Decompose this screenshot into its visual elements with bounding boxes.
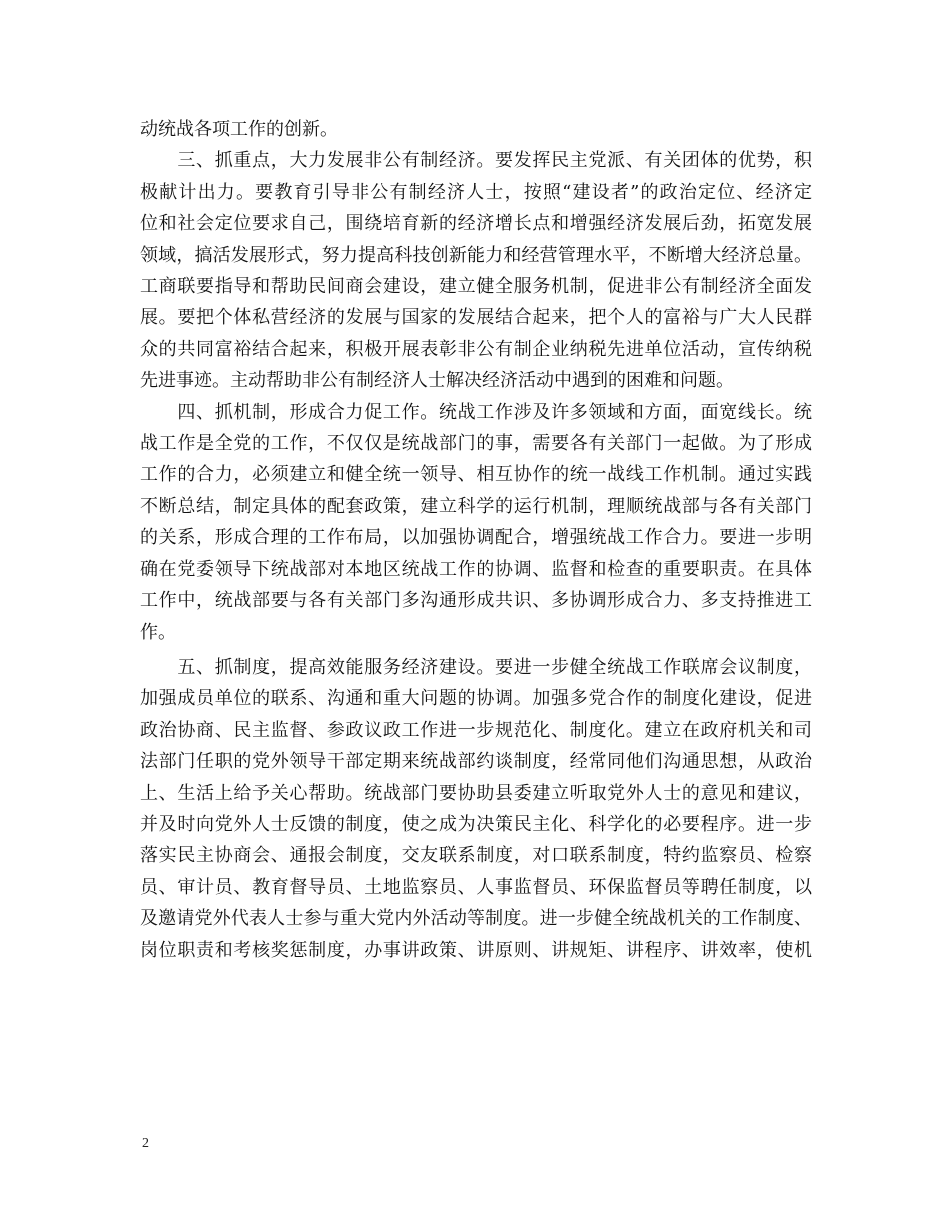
text-line: 作。 bbox=[140, 621, 176, 643]
text-line: 展。要把个体私营经济的发展与国家的发展结合起来，把个人的富裕与广大人民群 bbox=[140, 307, 812, 329]
text-line: 众的共同富裕结合起来，积极开展表彰非公有制企业纳税先进单位活动，宣传纳税 bbox=[140, 338, 812, 360]
text-line: 先进事迹。主动帮助非公有制经济人士解决经济活动中遇到的困难和问题。 bbox=[140, 370, 734, 392]
text-line: 工作中，统战部要与各有关部门多沟通形成共识、多协调形成合力、多支持推进工 bbox=[140, 590, 812, 612]
text-line: 并及时向党外人士反馈的制度，使之成为决策民主化、科学化的必要程序。进一步 bbox=[140, 813, 812, 835]
page-number: 2 bbox=[142, 1136, 149, 1151]
text-line: 加强成员单位的联系、沟通和重大问题的协调。加强多党合作的制度化建设，促进 bbox=[140, 688, 812, 710]
text-line: 位和社会定位要求自己，围绕培育新的经济增长点和增强经济发展后劲，拓宽发展 bbox=[140, 213, 812, 235]
text-line: 及邀请党外代表人士参与重大党内外活动等制度。进一步健全统战机关的工作制度、 bbox=[140, 908, 812, 930]
text-line: 法部门任职的党外领导干部定期来统战部约谈制度，经常同他们沟通思想，从政治 bbox=[140, 751, 812, 773]
text-line: 不断总结，制定具体的配套政策，建立科学的运行机制，理顺统战部与各有关部门 bbox=[140, 495, 812, 517]
text-line: 确在党委领导下统战部对本地区统战工作的协调、监督和检查的重要职责。在具体 bbox=[140, 558, 812, 580]
paragraph-section-4 bbox=[140, 397, 812, 648]
text-line: 战工作是全党的工作，不仅仅是统战部门的事，需要各有关部门一起做。为了形成 bbox=[140, 433, 812, 455]
paragraph-continuation bbox=[140, 114, 812, 145]
text-line: 工商联要指导和帮助民间商会建设，建立健全服务机制，促进非公有制经济全面发 bbox=[140, 276, 812, 298]
text-line: 员、审计员、教育督导员、土地监察员、人事监督员、环保监督员等聘任制度，以 bbox=[140, 876, 812, 898]
text-line: 四、抓机制，形成合力促工作。统战工作涉及许多领域和方面，面宽线长。统 bbox=[140, 401, 812, 423]
text-line: 岗位职责和考核奖惩制度，办事讲政策、讲原则、讲规矩、讲程序、讲效率，使机 bbox=[140, 939, 812, 961]
text-line: 极献计出力。要教育引导非公有制经济人士，按照“建设者”的政治定位、经济定 bbox=[140, 181, 812, 203]
paragraph-section-3 bbox=[140, 145, 812, 396]
text-line: 领域，搞活发展形式，努力提高科技创新能力和经营管理水平，不断增大经济总量。 bbox=[140, 244, 812, 266]
text-line: 落实民主协商会、通报会制度，交友联系制度，对口联系制度，特约监察员、检察 bbox=[140, 845, 812, 867]
text-line: 动统战各项工作的创新。 bbox=[140, 119, 338, 140]
text-line: 五、抓制度，提高效能服务经济建设。要进一步健全统战工作联席会议制度， bbox=[140, 656, 812, 678]
text-line: 的关系，形成合理的工作布局，以加强协调配合，增强统战工作合力。要进一步明 bbox=[140, 527, 812, 549]
document-body bbox=[140, 114, 812, 966]
text-line: 上、生活上给予关心帮助。统战部门要协助县委建立听取党外人士的意见和建议， bbox=[140, 782, 812, 804]
paragraph-section-5 bbox=[140, 652, 812, 966]
text-line: 工作的合力，必须建立和健全统一领导、相互协作的统一战线工作机制。通过实践 bbox=[140, 464, 812, 486]
text-line: 政治协商、民主监督、参政议政工作进一步规范化、制度化。建立在政府机关和司 bbox=[140, 719, 812, 741]
text-line: 三、抓重点，大力发展非公有制经济。要发挥民主党派、有关团体的优势，积 bbox=[140, 150, 812, 172]
